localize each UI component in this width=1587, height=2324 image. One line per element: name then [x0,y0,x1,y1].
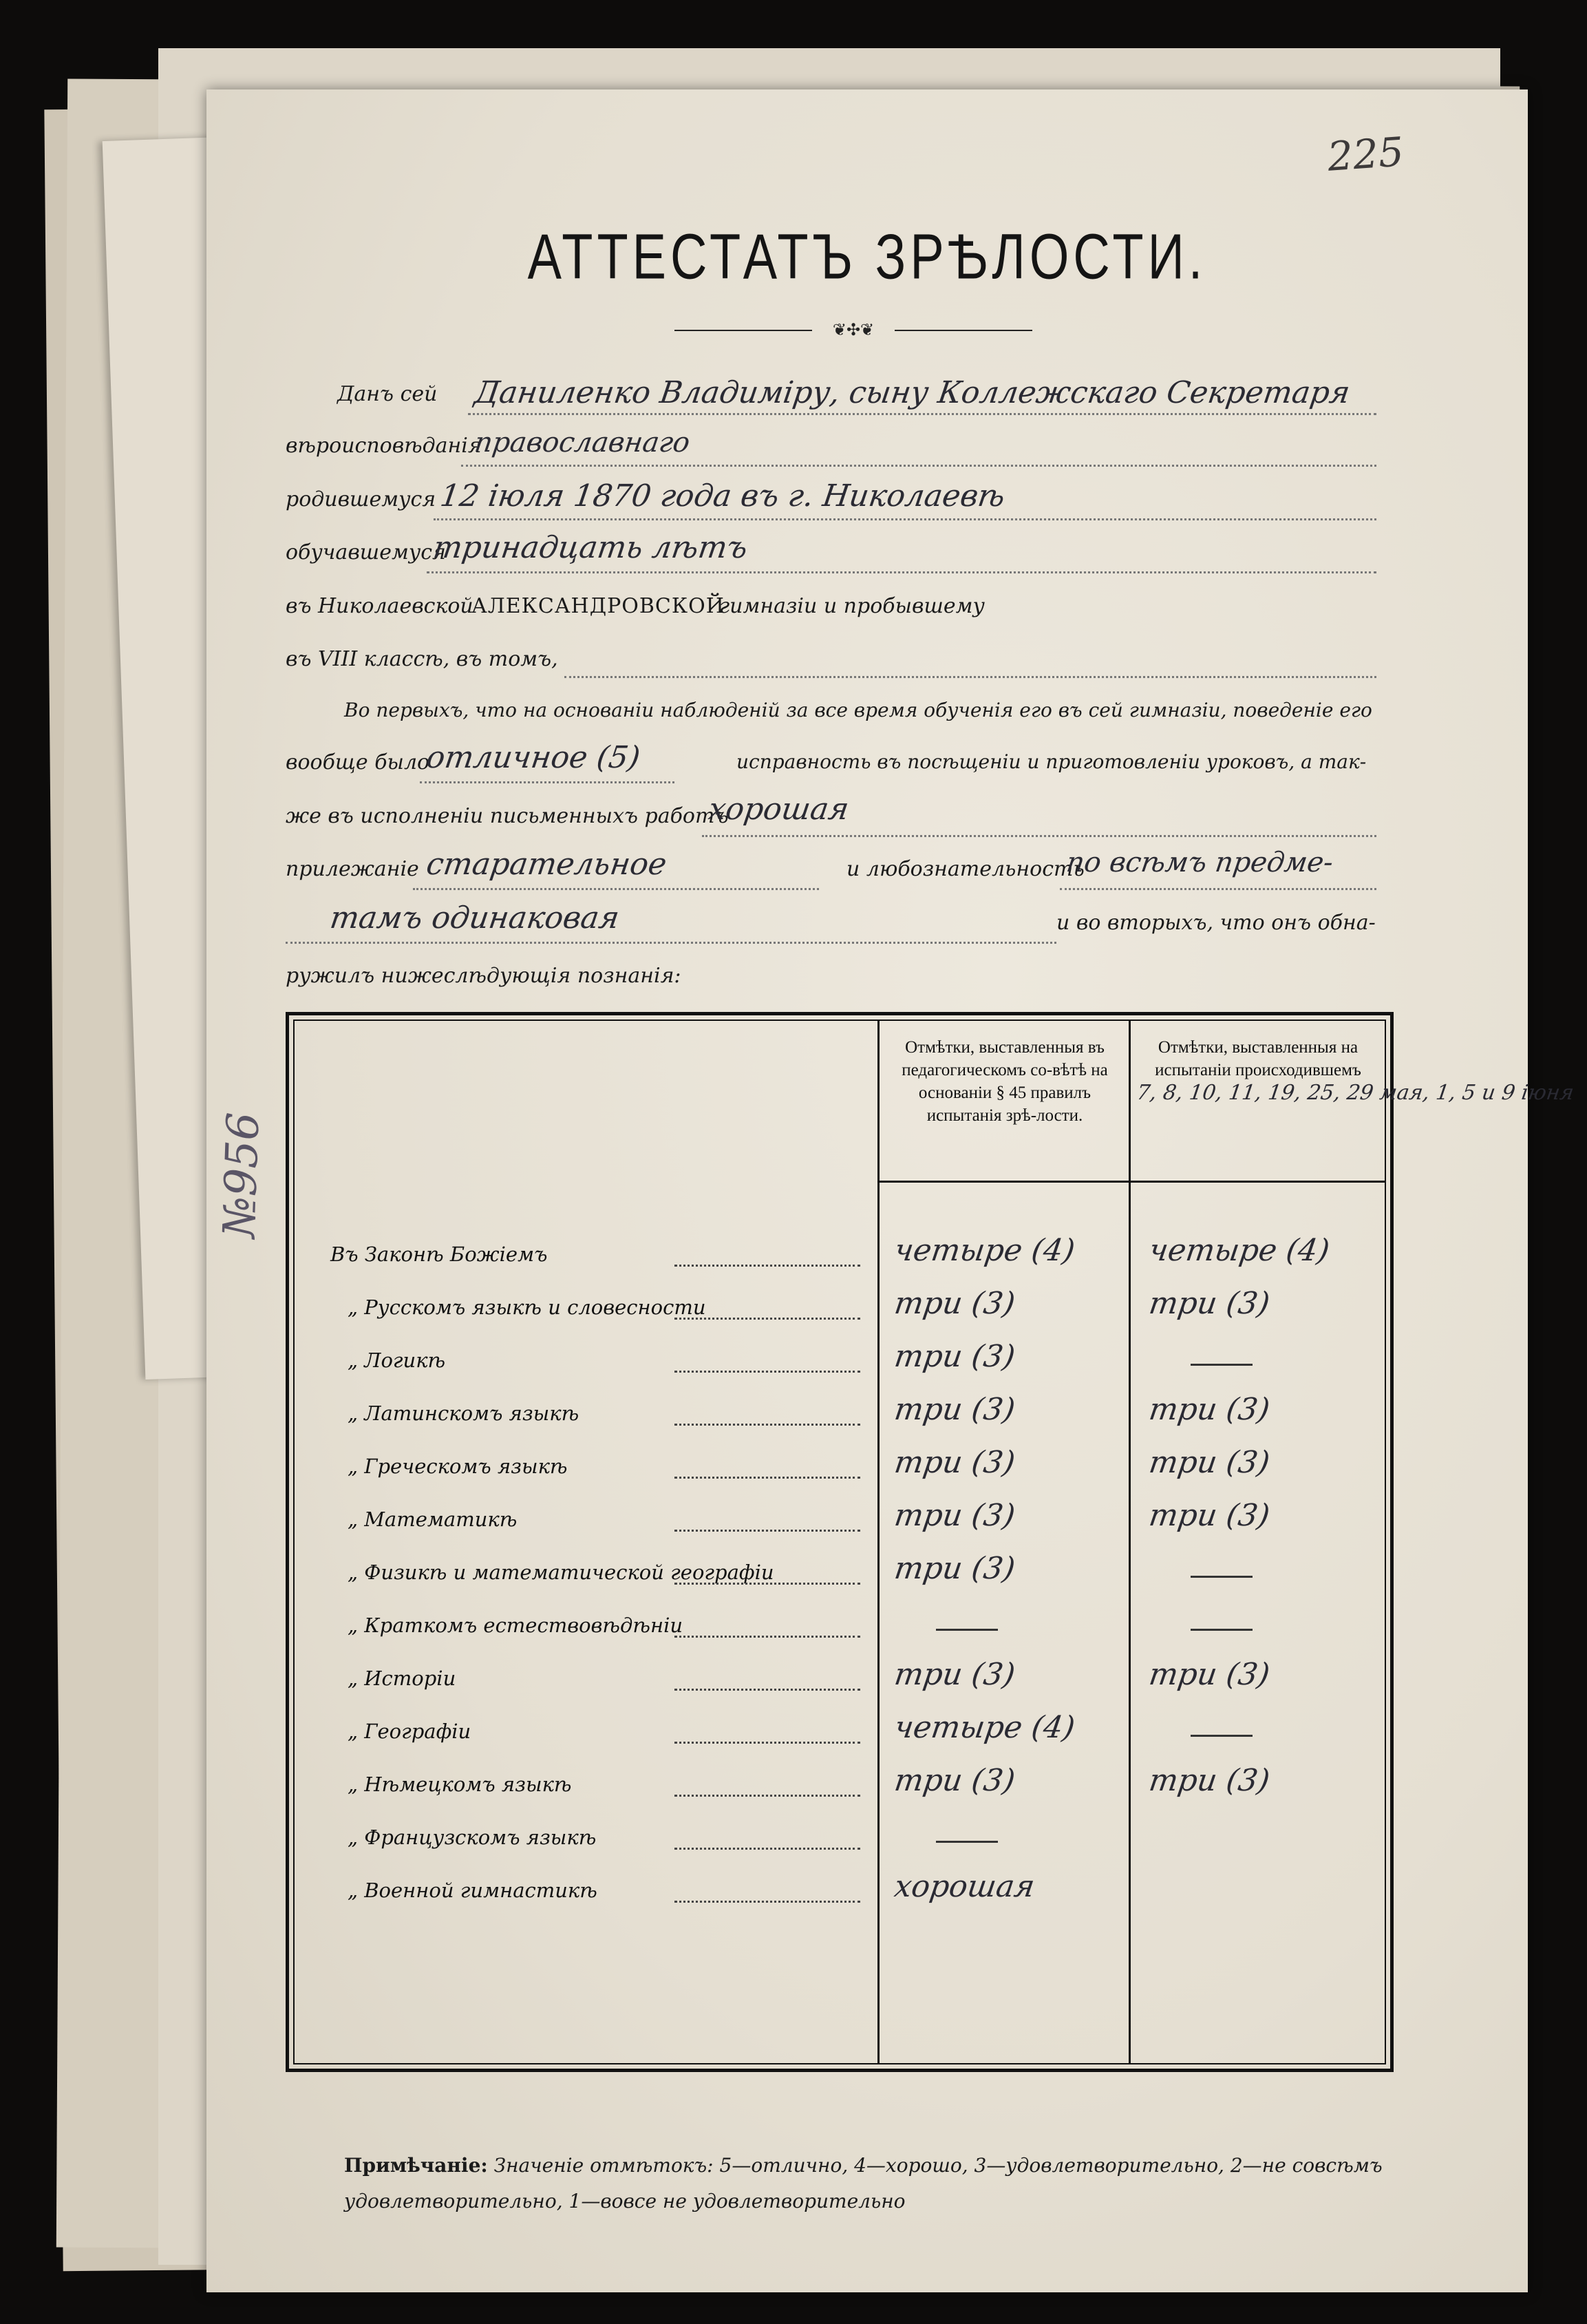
exam-grade-dash [1191,1576,1253,1578]
leader-dots [674,1636,860,1638]
subject-name: „ Краткомъ естествовѣдѣніи [348,1614,683,1637]
curiosity-value: по всѣмъ предме- [1064,847,1336,878]
religion-value: православнаго [472,427,692,458]
zhe-label: же въ исполненіи письменныхъ работъ [286,804,729,828]
fill-line [702,835,1376,837]
leader-dots [674,1901,860,1903]
folio-number: 225 [1326,128,1406,180]
gymn-suffix: гимназіи и пробывшему [719,594,985,618]
certificate-page [206,89,1576,2292]
leader-dots [674,1742,860,1744]
council-grade: хорошая [892,1869,1037,1904]
subject-name: „ Логикѣ [348,1349,446,1372]
exam-grade: три (3) [1147,1657,1272,1692]
fill-line [1060,888,1376,890]
exam-dates: 7, 8, 10, 11, 19, 25, 29 мая, 1, 5 и 9 іюня [1135,1081,1576,1105]
exam-grade-dash [1191,1629,1253,1631]
subject-name: „ Нѣмецкомъ языкѣ [348,1773,572,1796]
fill-line [286,942,1056,944]
exam-grade: четыре (4) [1147,1233,1332,1268]
fill-line [564,676,1376,678]
leader-dots [674,1583,860,1585]
exam-column-header [1135,1036,1576,1105]
exam-grade-dash [1191,1364,1253,1366]
gymn-name: АЛЕКСАНДРОВСКОЙ [471,594,725,618]
study-years-value: тринадцать лѣтъ [431,530,750,565]
margin-number: №956 [214,1111,270,1239]
council-grade: три (3) [892,1551,1018,1586]
exam-grade-dash [1191,1735,1253,1737]
exam-grade: три (3) [1147,1763,1272,1798]
leader-dots [674,1848,860,1850]
exam-grade: три (3) [1147,1498,1272,1533]
grades-table [286,1012,1576,2072]
subject-name: „ Военной гимнастикѣ [348,1879,597,1902]
subject-name: „ Географіи [348,1720,471,1743]
para1-line1: Во первыхъ, что на основаніи наблюденій за все время обученія его въ сей гимназіи, поведеніе его [344,699,1372,721]
diligence-value: старательное [424,847,669,882]
obuch-label: обучавшемуся [286,540,446,564]
rodiv-label: родившемуся [286,487,436,511]
vo-vtorykh: и во вторыхъ, что онъ обна- [1056,911,1376,935]
council-grade: три (3) [892,1763,1018,1798]
dan-label: Данъ сей [337,382,438,406]
exam-column-header-printed: Отмѣтки, выставленныя на испытаніи происходившемъ [1155,1038,1361,1079]
subject-name: „ Латинскомъ языкѣ [348,1402,579,1425]
subject-name: „ Французскомъ языкѣ [348,1826,597,1849]
fill-line [413,888,819,890]
fill-line [461,465,1376,467]
footnote-label: Примѣчаніе: [344,2154,488,2177]
subject-name: „ Русскомъ языкѣ и словесности [348,1296,706,1319]
subject-name: „ Физикѣ и математической географіи [348,1561,774,1584]
recipient-name: Даниленко Владиміру, сыну Коллежскаго Секретаря [472,375,1352,410]
council-grade: три (3) [892,1286,1018,1321]
council-grade-dash [936,1841,998,1843]
leader-dots [674,1424,860,1426]
exam-grade: три (3) [1147,1445,1272,1480]
vobsche-label: вообще было [286,750,430,774]
leader-dots [674,1318,860,1320]
fill-line [434,518,1376,520]
leader-dots [674,1371,860,1373]
subject-name: „ Греческомъ языкѣ [348,1455,568,1478]
subject-name: „ Математикѣ [348,1508,518,1531]
veroisp-label: вѣроисповѣданія [286,434,482,458]
gymn-prefix: въ Николаевской [286,594,473,618]
leader-dots [674,1530,860,1532]
birth-value: 12 іюля 1870 года въ г. Николаевѣ [438,478,1008,514]
council-column-header: Отмѣтки, выставленныя въ педагогическомъ со-вѣтѣ на основаніи § 45 правилъ испытанія зрѣ-лости. [902,1038,1108,1125]
council-grade: три (3) [892,1339,1018,1374]
conduct-value: отличное (5) [424,740,643,775]
footnote [344,2148,1418,2219]
written-work-value: хорошая [706,792,851,827]
exam-grade: три (3) [1147,1392,1272,1427]
council-grade: три (3) [892,1392,1018,1427]
fill-line [427,571,1376,573]
fill-line [420,781,674,783]
class-line: въ VIII классѣ, въ томъ, [286,647,558,671]
prilezh-label: прилежаніе [286,857,419,881]
leader-dots [674,1265,860,1267]
subject-name: Въ Законѣ Божіемъ [330,1243,548,1266]
document-title: АТТЕСТАТЪ ЗРѢЛОСТИ. [527,220,1207,293]
ispravnost-text: исправность въ посѣщеніи и приготовленіи уроковъ, а так- [736,750,1367,773]
leader-dots [674,1477,860,1479]
council-grade: три (3) [892,1657,1018,1692]
council-grade: три (3) [892,1445,1018,1480]
council-grade: три (3) [892,1498,1018,1533]
council-grade: четыре (4) [892,1710,1078,1745]
footnote-text: Значеніе отмѣтокъ: 5—отлично, 4—хорошо, 3—удовлетворительно, 2—не совсѣмъ удовлетворительно, 1—вовсе не удовлетворительно [344,2154,1383,2212]
leader-dots [674,1689,860,1691]
leader-dots [674,1795,860,1797]
exam-grade: три (3) [1147,1286,1272,1321]
lyubozn-label: и любознательность [846,857,1085,881]
fill-line [468,413,1376,415]
subject-name: „ Исторіи [348,1667,456,1690]
council-grade-dash [936,1629,998,1631]
title-ornament: ❦✣❦ [674,320,1032,341]
ruzhil: ружилъ нижеслѣдующія познанія: [286,964,681,988]
curiosity-value-cont: тамъ одинаковая [328,900,622,936]
council-grade: четыре (4) [892,1233,1078,1268]
